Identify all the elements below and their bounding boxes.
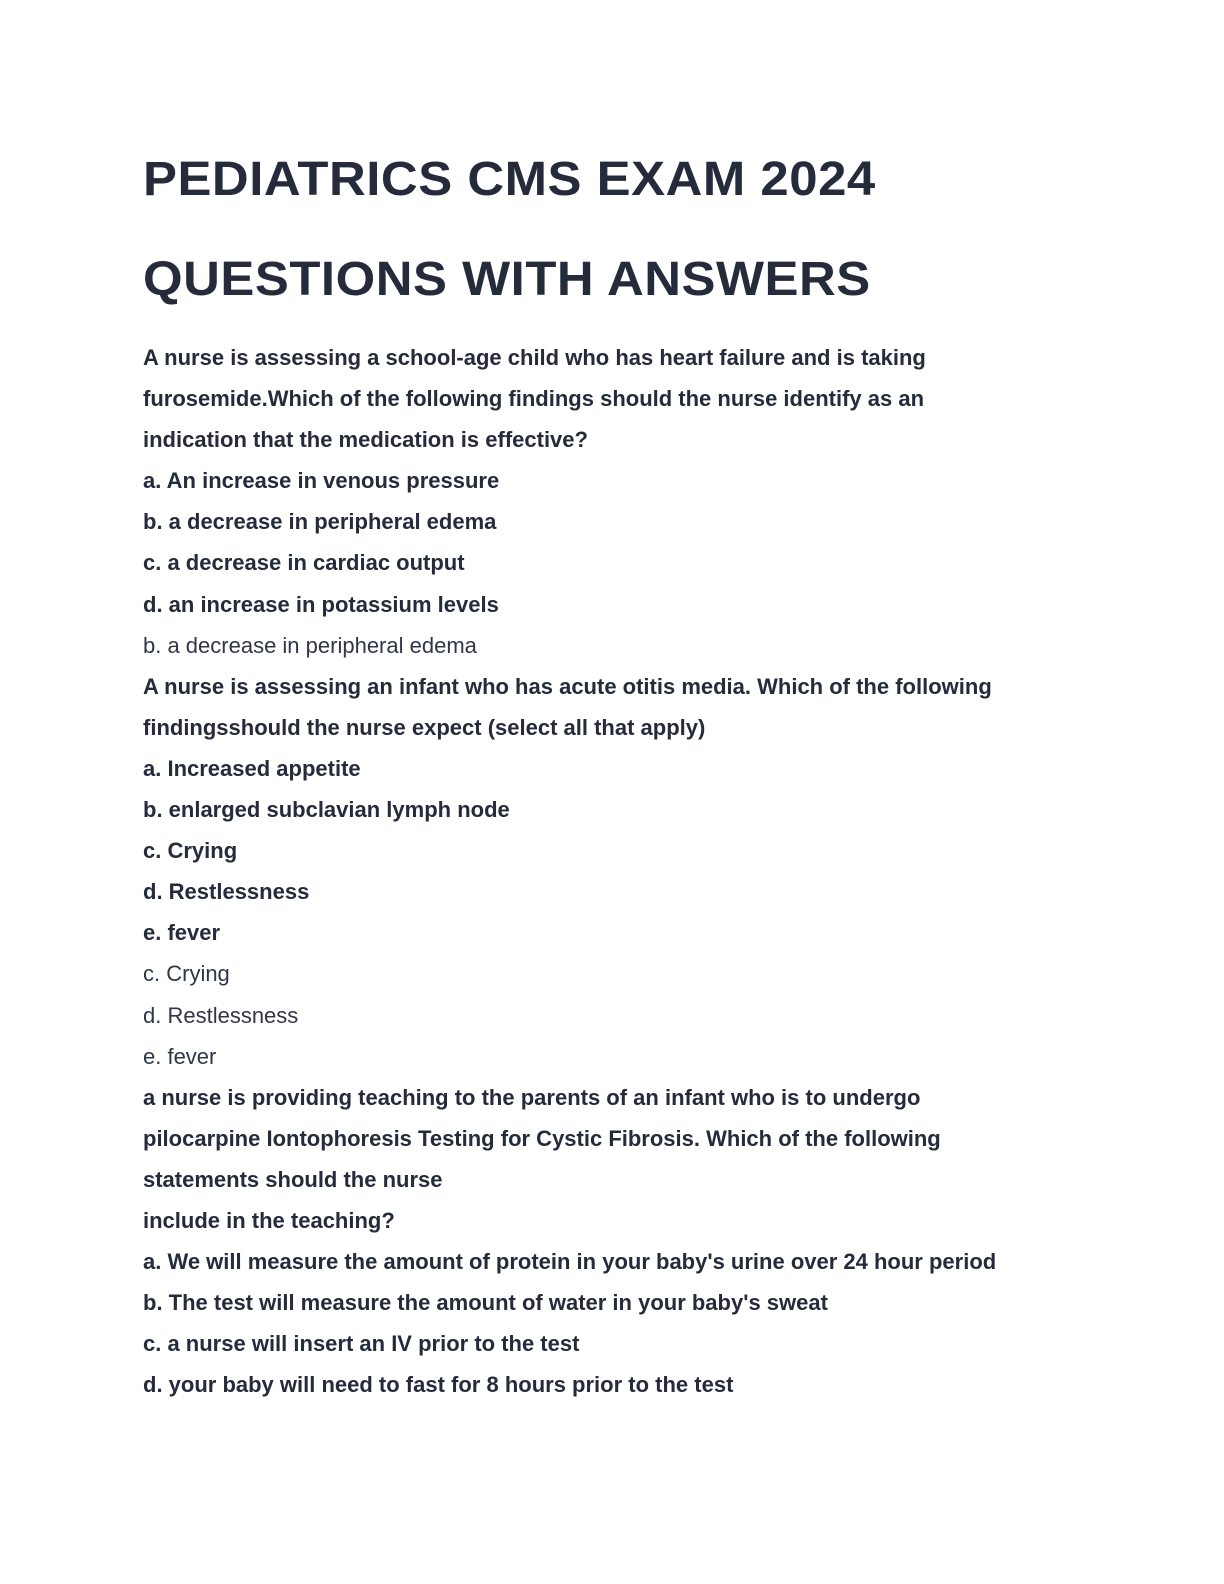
question-2-option-a: a. Increased appetite: [143, 755, 361, 781]
question-3-stem-line: pilocarpine Iontophoresis Testing for Cystic Fibrosis. Which of the following: [143, 1125, 941, 1151]
question-3-stem-line: include in the teaching?: [143, 1207, 395, 1233]
question-2-answer: c. Crying: [143, 961, 230, 987]
question-1-option-a: a. An increase in venous pressure: [143, 468, 500, 494]
document-title-line-2: QUESTIONS WITH ANSWERS: [143, 253, 871, 306]
question-1-stem-line: indication that the medication is effective?: [143, 427, 588, 453]
question-3-option-b: b. The test will measure the amount of water in your baby's sweat: [143, 1290, 828, 1316]
question-3-stem-line: statements should the nurse: [143, 1166, 443, 1192]
question-3-stem-line: a nurse is providing teaching to the parents of an infant who is to undergo: [143, 1084, 921, 1110]
question-1-stem-line: A nurse is assessing a school-age child who has heart failure and is taking: [143, 345, 926, 370]
question-1-option-d: d. an increase in potassium levels: [143, 591, 499, 617]
question-2-stem-line: findingsshould the nurse expect (select all that apply): [143, 714, 706, 740]
question-2-answer: e. fever: [143, 1043, 217, 1069]
question-1-option-c: c. a decrease in cardiac output: [143, 550, 465, 576]
question-2-answer: d. Restlessness: [143, 1002, 299, 1028]
question-2-option-c: c. Crying: [143, 838, 238, 864]
question-3-option-d: d. your baby will need to fast for 8 hours prior to the test: [143, 1372, 734, 1398]
question-2-option-d: d. Restlessness: [143, 879, 310, 905]
document-title-line-1: PEDIATRICS CMS EXAM 2024: [143, 153, 876, 206]
question-1-answer: b. a decrease in peripheral edema: [143, 632, 477, 658]
question-2-stem-line: A nurse is assessing an infant who has acute otitis media. Which of the following: [143, 673, 992, 699]
question-2-option-b: b. enlarged subclavian lymph node: [143, 797, 510, 823]
question-1-option-b: b. a decrease in peripheral edema: [143, 509, 497, 535]
question-list: [143, 337, 1143, 1405]
question-3-option-a: a. We will measure the amount of protein in your baby's urine over 24 hour period: [143, 1249, 997, 1275]
question-2-option-e: e. fever: [143, 920, 221, 946]
question-1-stem-line: furosemide.Which of the following findings should the nurse identify as an: [143, 386, 925, 412]
question-3-option-c: c. a nurse will insert an IV prior to the test: [143, 1331, 580, 1357]
